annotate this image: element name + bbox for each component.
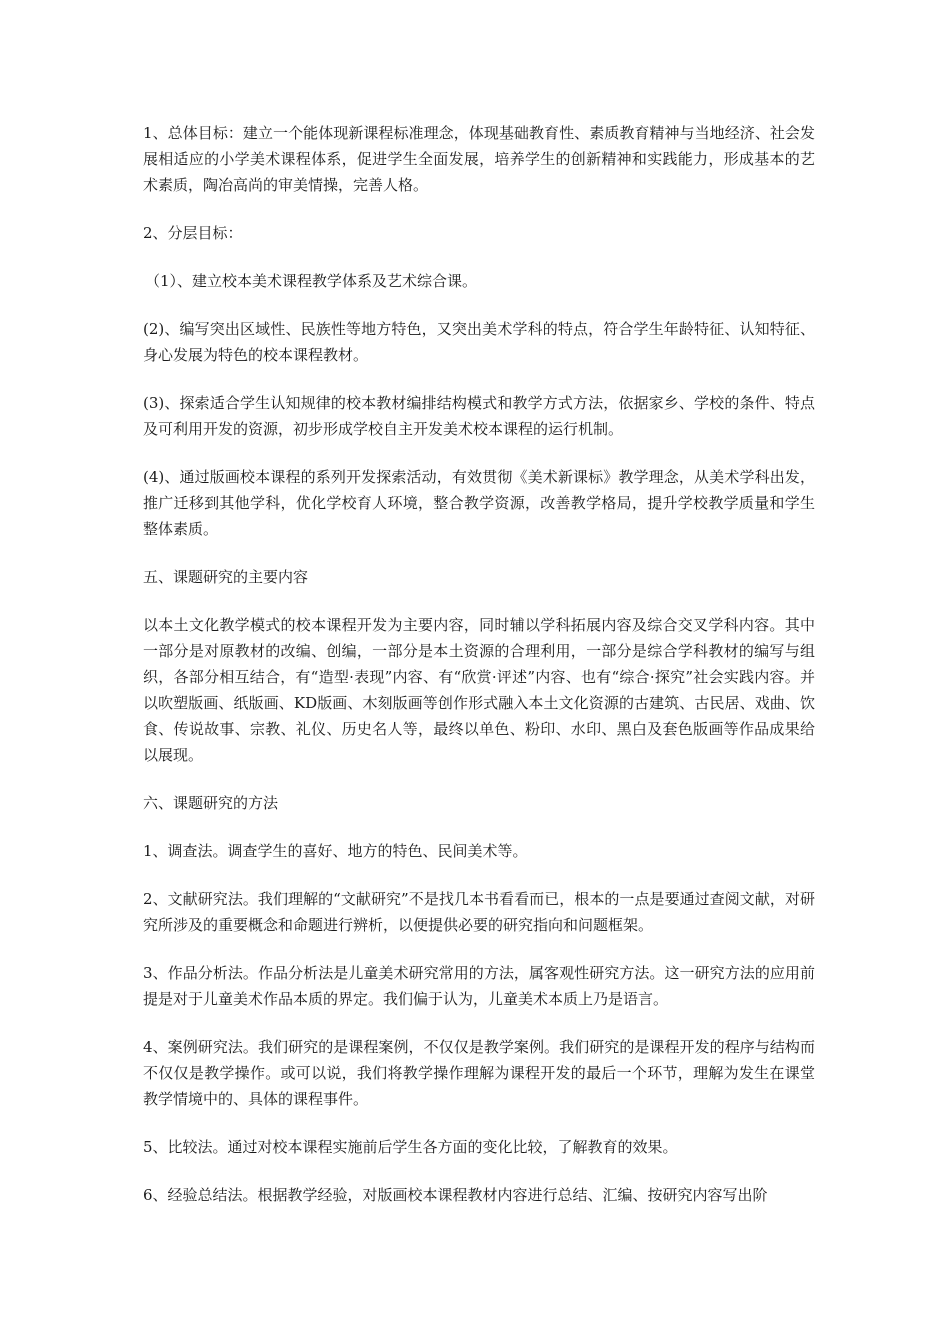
paragraph-layered-goal-3: (3)、探索适合学生认知规律的校本教材编排结构模式和教学方式方法，依据家乡、学校的条件、特点及可利用开发的资源，初步形成学校自主开发美术校本课程的运行机制。 (143, 394, 815, 438)
paragraph-layered-goal-1: （1）、建立校本美术课程教学体系及艺术综合课。 (145, 272, 478, 290)
section-heading-6: 六、课题研究的方法 (143, 794, 279, 812)
paragraph-method-6: 6、经验总结法。根据教学经验，对版画校本课程教材内容进行总结、汇编、按研究内容写出阶 (143, 1186, 768, 1204)
paragraph-method-1: 1、调查法。调查学生的喜好、地方的特色、民间美术等。 (143, 842, 528, 860)
paragraph-section-5-body: 以本土文化教学模式的校本课程开发为主要内容，同时辅以学科拓展内容及综合交叉学科内容。其中一部分是对原教材的改编、创编，一部分是本土资源的合理利用，一部分是综合学科教材的编写与组织，各部分相互结合，有“造型·表现”内容、有“欣赏·评述”内容、也有“综合·探究”社会实践内容。并以吹塑版画、纸版画、KD版画、木刻版画等创作形式融入本土文化资源的古建筑、古民居、戏曲、饮食、传说故事、宗教、礼仪、历史名人等，最终以单色、粉印、水印、黑白及套色版画等作品成果给以展现。 (143, 616, 815, 764)
paragraph-method-5: 5、比较法。通过对校本课程实施前后学生各方面的变化比较，了解教育的效果。 (143, 1138, 678, 1156)
section-heading-5: 五、课题研究的主要内容 (143, 568, 309, 586)
paragraph-layered-goal-2: (2)、编写突出区域性、民族性等地方特色，又突出美术学科的特点，符合学生年龄特征、认知特征、身心发展为特色的校本课程教材。 (143, 320, 815, 364)
paragraph-overall-goal: 1、总体目标：建立一个能体现新课程标准理念，体现基础教育性、素质教育精神与当地经济、社会发展相适应的小学美术课程体系，促进学生全面发展，培养学生的创新精神和实践能力，形成基本的艺术素质，陶冶高尚的审美情操，完善人格。 (143, 124, 815, 194)
document-page (143, 120, 815, 1230)
paragraph-layered-goal-4: (4)、通过版画校本课程的系列开发探索活动，有效贯彻《美术新课标》教学理念，从美术学科出发，推广迁移到其他学科，优化学校育人环境，整合教学资源，改善教学格局，提升学校教学质量和学生整体素质。 (143, 468, 815, 538)
paragraph-method-2: 2、文献研究法。我们理解的“文献研究”不是找几本书看看而已，根本的一点是要通过查阅文献，对研究所涉及的重要概念和命题进行辨析，以便提供必要的研究指向和问题框架。 (143, 890, 815, 934)
paragraph-method-3: 3、作品分析法。作品分析法是儿童美术研究常用的方法，属客观性研究方法。这一研究方法的应用前提是对于儿童美术作品本质的界定。我们偏于认为，儿童美术本质上乃是语言。 (143, 964, 815, 1008)
paragraph-method-4: 4、案例研究法。我们研究的是课程案例，不仅仅是教学案例。我们研究的是课程开发的程序与结构而不仅仅是教学操作。或可以说，我们将教学操作理解为课程开发的最后一个环节，理解为发生在课堂教学情境中的、具体的课程事件。 (143, 1038, 815, 1108)
paragraph-layered-goal-heading: 2、分层目标： (143, 224, 243, 242)
